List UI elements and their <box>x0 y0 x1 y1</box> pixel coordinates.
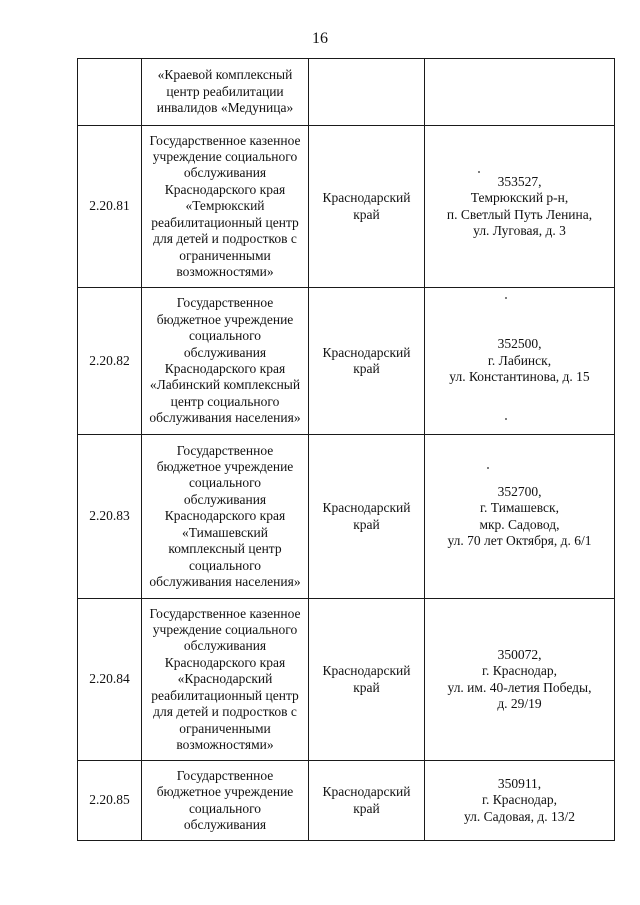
row-number-cell: 2.20.82 <box>78 288 142 435</box>
region-cell: Краснодарский край <box>309 435 425 599</box>
table-row <box>78 59 615 126</box>
table-row <box>78 435 615 599</box>
institution-name-cell: «Краевой комплексный центр реабилитации инвалидов «Медуница» <box>142 59 309 126</box>
address-cell: 350911, г. Краснодар, ул. Садовая, д. 13/2 <box>425 761 615 841</box>
scan-speck <box>505 297 507 299</box>
page-number: 16 <box>312 30 328 47</box>
scan-speck <box>487 467 489 469</box>
institution-name-cell: Государственное бюджетное учреждение социального обслуживания Краснодарского края «Тимашевский комплексный центр социального обслуживания населения» <box>142 435 309 599</box>
institution-name-cell: Государственное казенное учреждение социального обслуживания Краснодарского края «Краснодарский реабилитационный центр для детей и подростков с ограниченными возможностями» <box>142 599 309 761</box>
table-row <box>78 126 615 288</box>
region-cell: Краснодарский край <box>309 288 425 435</box>
row-number-cell: 2.20.81 <box>78 126 142 288</box>
institution-name-cell: Государственное казенное учреждение социального обслуживания Краснодарского края «Темрюкский реабилитационный центр для детей и подростков с ограниченными возможностями» <box>142 126 309 288</box>
institution-name-cell: Государственное бюджетное учреждение социального обслуживания Краснодарского края «Лабинский комплексный центр социального обслуживания населения» <box>142 288 309 435</box>
scan-speck <box>478 171 480 173</box>
institutions-table <box>77 58 615 841</box>
scan-speck <box>505 418 507 420</box>
row-number-cell <box>78 59 142 126</box>
address-cell <box>425 59 615 126</box>
institution-name-cell: Государственное бюджетное учреждение социального обслуживания <box>142 761 309 841</box>
address-cell: 352700, г. Тимашевск, мкр. Садовод, ул. 70 лет Октября, д. 6/1 <box>425 435 615 599</box>
row-number-cell: 2.20.85 <box>78 761 142 841</box>
region-cell <box>309 59 425 126</box>
region-cell: Краснодарский край <box>309 761 425 841</box>
table-row <box>78 761 615 841</box>
address-cell: 353527, Темрюкский р-н, п. Светлый Путь Ленина, ул. Луговая, д. 3 <box>425 126 615 288</box>
region-cell: Краснодарский край <box>309 599 425 761</box>
row-number-cell: 2.20.83 <box>78 435 142 599</box>
table-row <box>78 599 615 761</box>
region-cell: Краснодарский край <box>309 126 425 288</box>
address-cell: 352500, г. Лабинск, ул. Константинова, д. 15 <box>425 288 615 435</box>
address-cell: 350072, г. Краснодар, ул. им. 40-летия Победы, д. 29/19 <box>425 599 615 761</box>
row-number-cell: 2.20.84 <box>78 599 142 761</box>
table-row <box>78 288 615 435</box>
